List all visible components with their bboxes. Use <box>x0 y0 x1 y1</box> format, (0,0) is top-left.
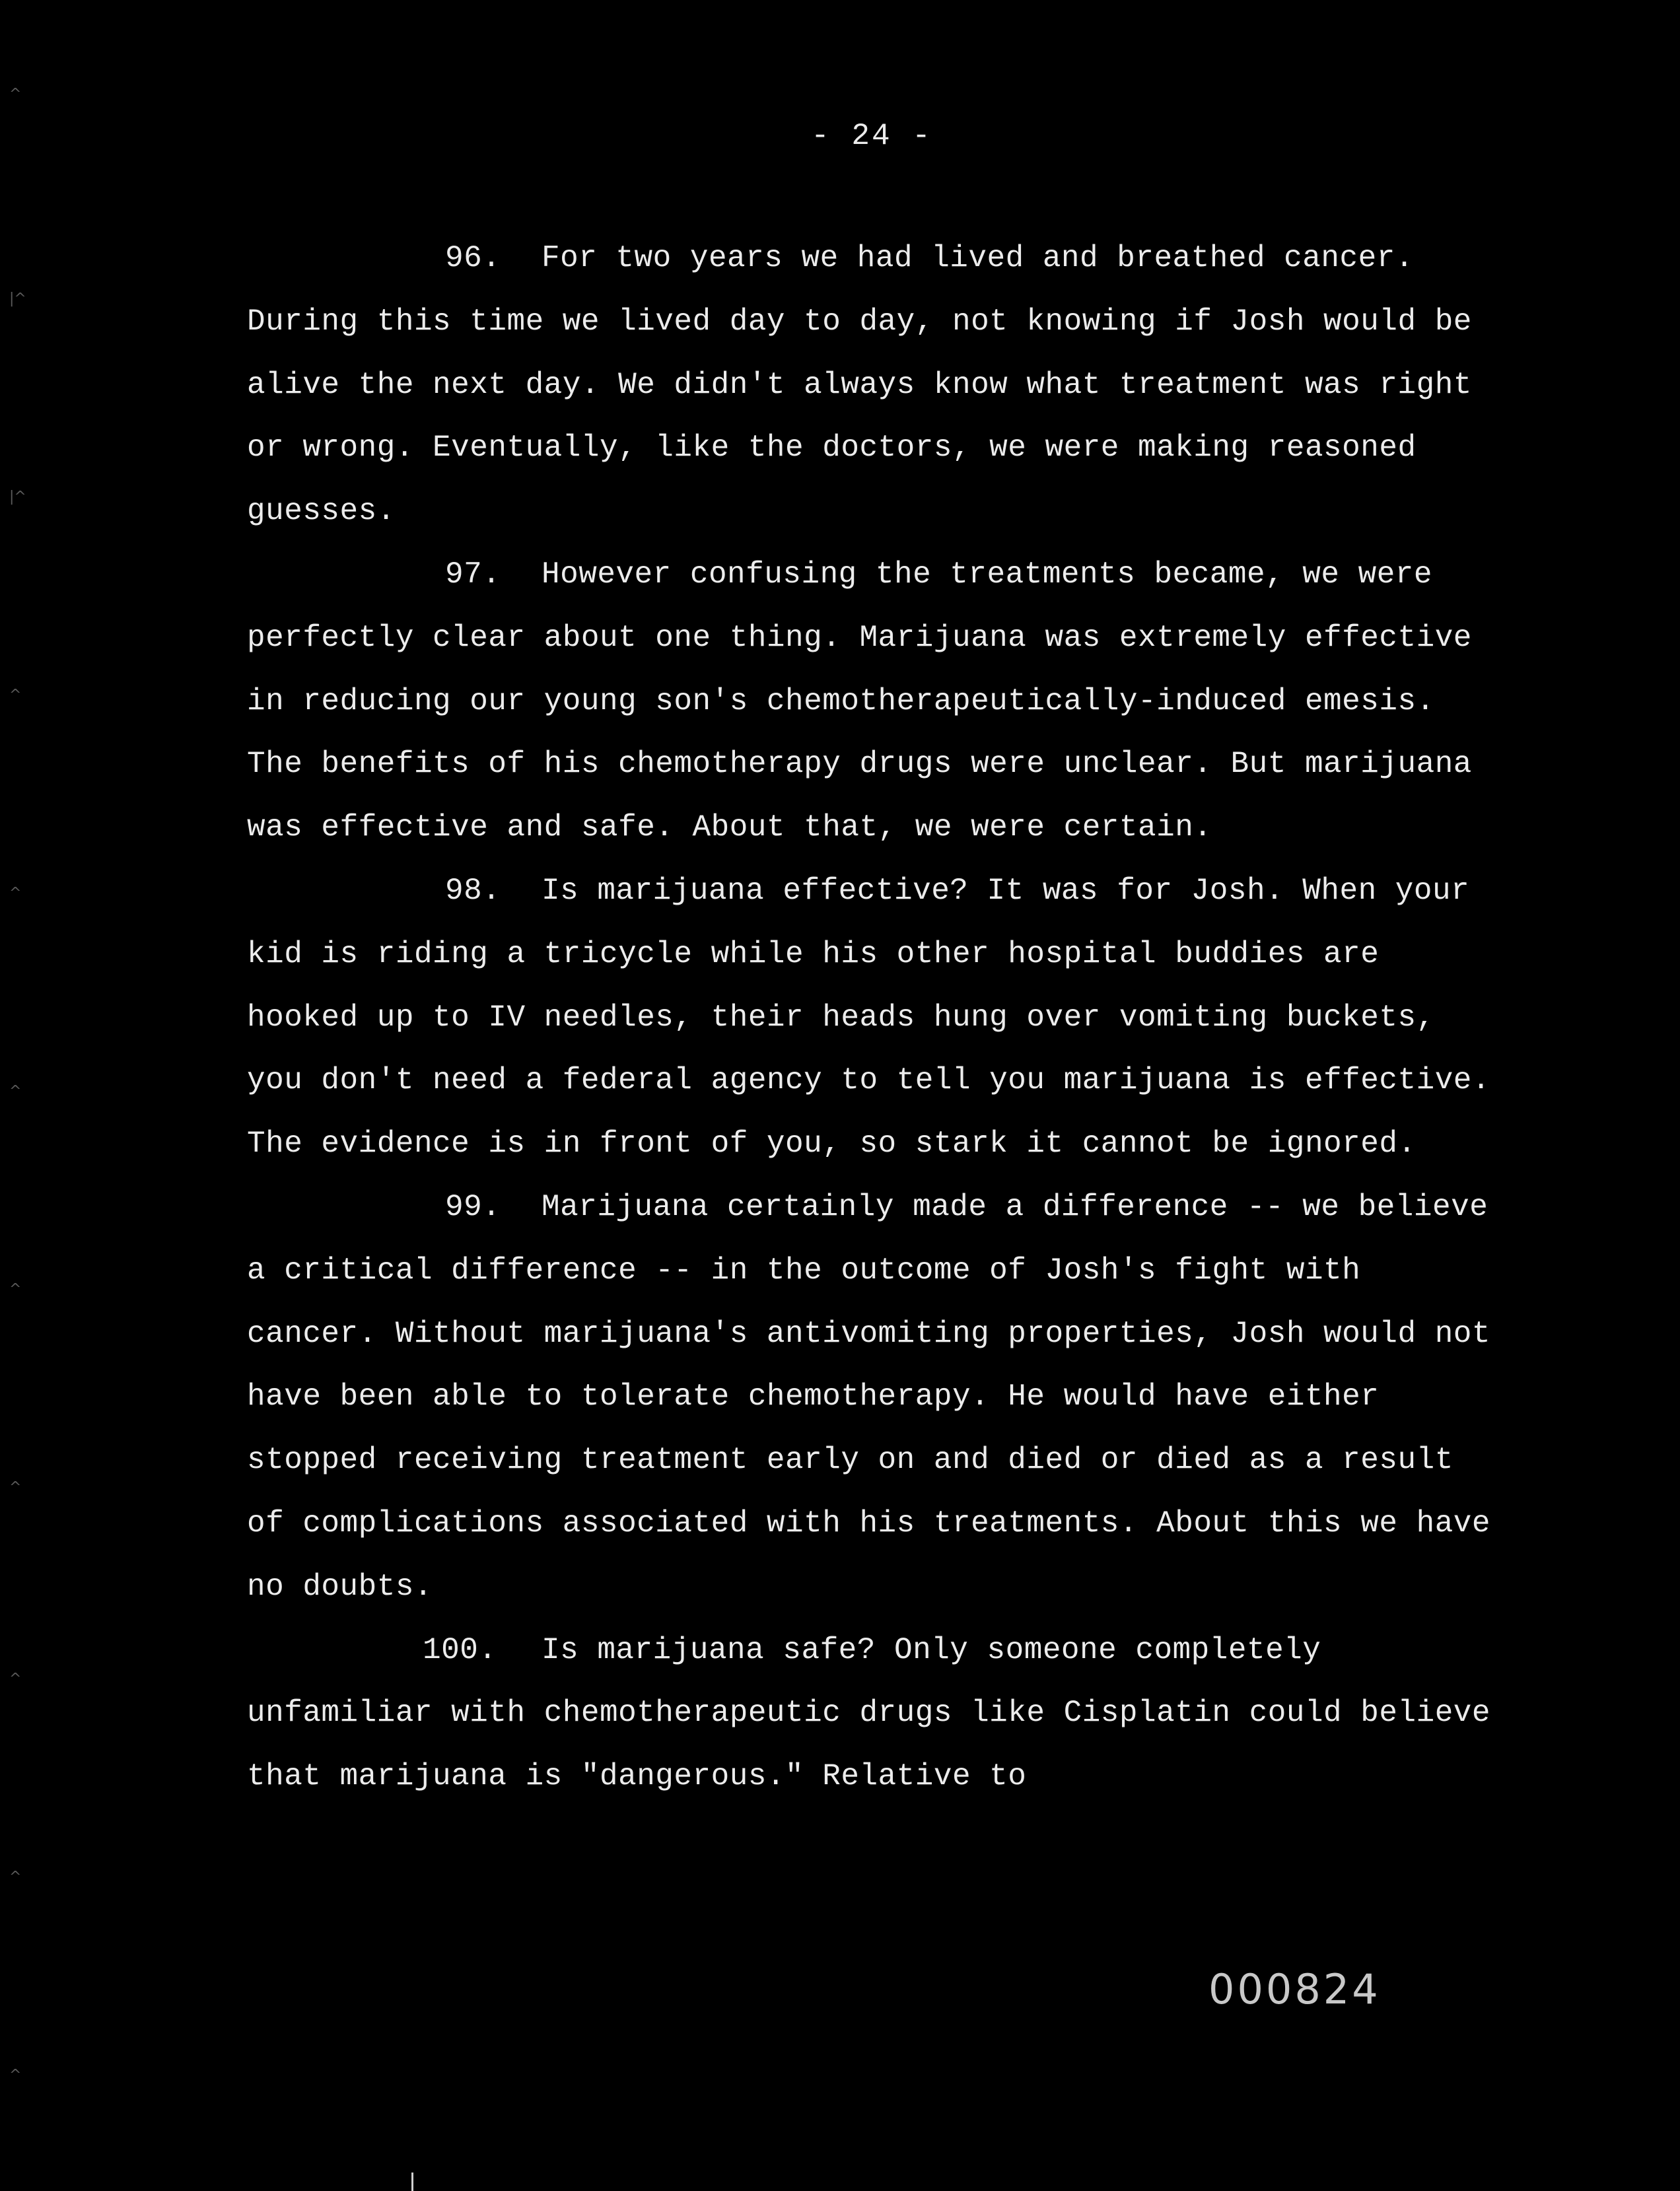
paragraph-97 <box>247 543 1502 860</box>
scan-edge-mark: ^ <box>9 86 22 102</box>
scan-edge-mark: ^ <box>9 687 22 703</box>
paragraph-number: 96. <box>445 241 501 275</box>
scan-edge-mark: ^ <box>9 1671 22 1687</box>
paragraph-100 <box>247 1619 1502 1809</box>
paragraph-number: 97. <box>445 557 501 592</box>
paragraph-number: 100. <box>423 1632 497 1667</box>
scan-edge-mark: ^ <box>9 1281 22 1298</box>
paragraph-text: For two years we had lived and breathed cancer. During this time we lived day to day, not knowing if Josh would be alive the next day. We didn't always know what treatment was right or wrong. Eventually, like the doctors, we were making reasoned guesses. <box>247 241 1472 529</box>
scan-edge-mark: ^ <box>9 1083 22 1099</box>
scan-edge-mark: |^ <box>9 489 26 505</box>
scan-edge-mark: ^ <box>9 2067 22 2083</box>
paragraph-96 <box>247 227 1502 543</box>
paragraph-number: 98. <box>445 873 501 908</box>
paragraph-99 <box>247 1176 1502 1619</box>
page-number: - 24 - <box>811 119 932 153</box>
document-body <box>247 227 1502 1809</box>
paragraph-text: Marijuana certainly made a difference -- we believe a critical difference -- in the outcome of Josh's fight with cancer. Without marijuana's antivomiting properties, Josh would not have been able to tolerate chemotherapy. He would have either stopped receiving treatment early on and died or died as a result of complications associated with his treatments. About this we have no doubts. <box>247 1189 1491 1604</box>
paragraph-text: Is marijuana effective? It was for Josh. When your kid is riding a tricycle while his other hospital buddies are hooked up to IV needles, their heads hung over vomiting buckets, you don't need a federal agency to tell you marijuana is effective. The evidence is in front of you, so stark it cannot be ignored. <box>247 873 1491 1162</box>
paragraph-text: Is marijuana safe? Only someone completely unfamiliar with chemotherapeutic drugs like Cisplatin could believe that marijuana is "dangerous." Relative to <box>247 1632 1491 1794</box>
bates-number: 000824 <box>1208 1965 1381 2013</box>
paragraph-98 <box>247 860 1502 1176</box>
scan-edge-mark: ^ <box>9 885 22 901</box>
scan-edge-mark: ^ <box>9 1479 22 1496</box>
scan-edge-mark: |^ <box>9 291 26 307</box>
paragraph-number: 99. <box>445 1189 501 1224</box>
scan-edge-mark: ^ <box>9 1869 22 1885</box>
paragraph-text: However confusing the treatments became, we were perfectly clear about one thing. Marijuana was extremely effective in reducing our young son's chemotherapeutically-induced emesis. The benefits of his chemotherapy drugs were unclear. But marijuana was effective and safe. About that, we were certain. <box>247 557 1472 845</box>
scan-bottom-tick <box>411 2173 413 2191</box>
